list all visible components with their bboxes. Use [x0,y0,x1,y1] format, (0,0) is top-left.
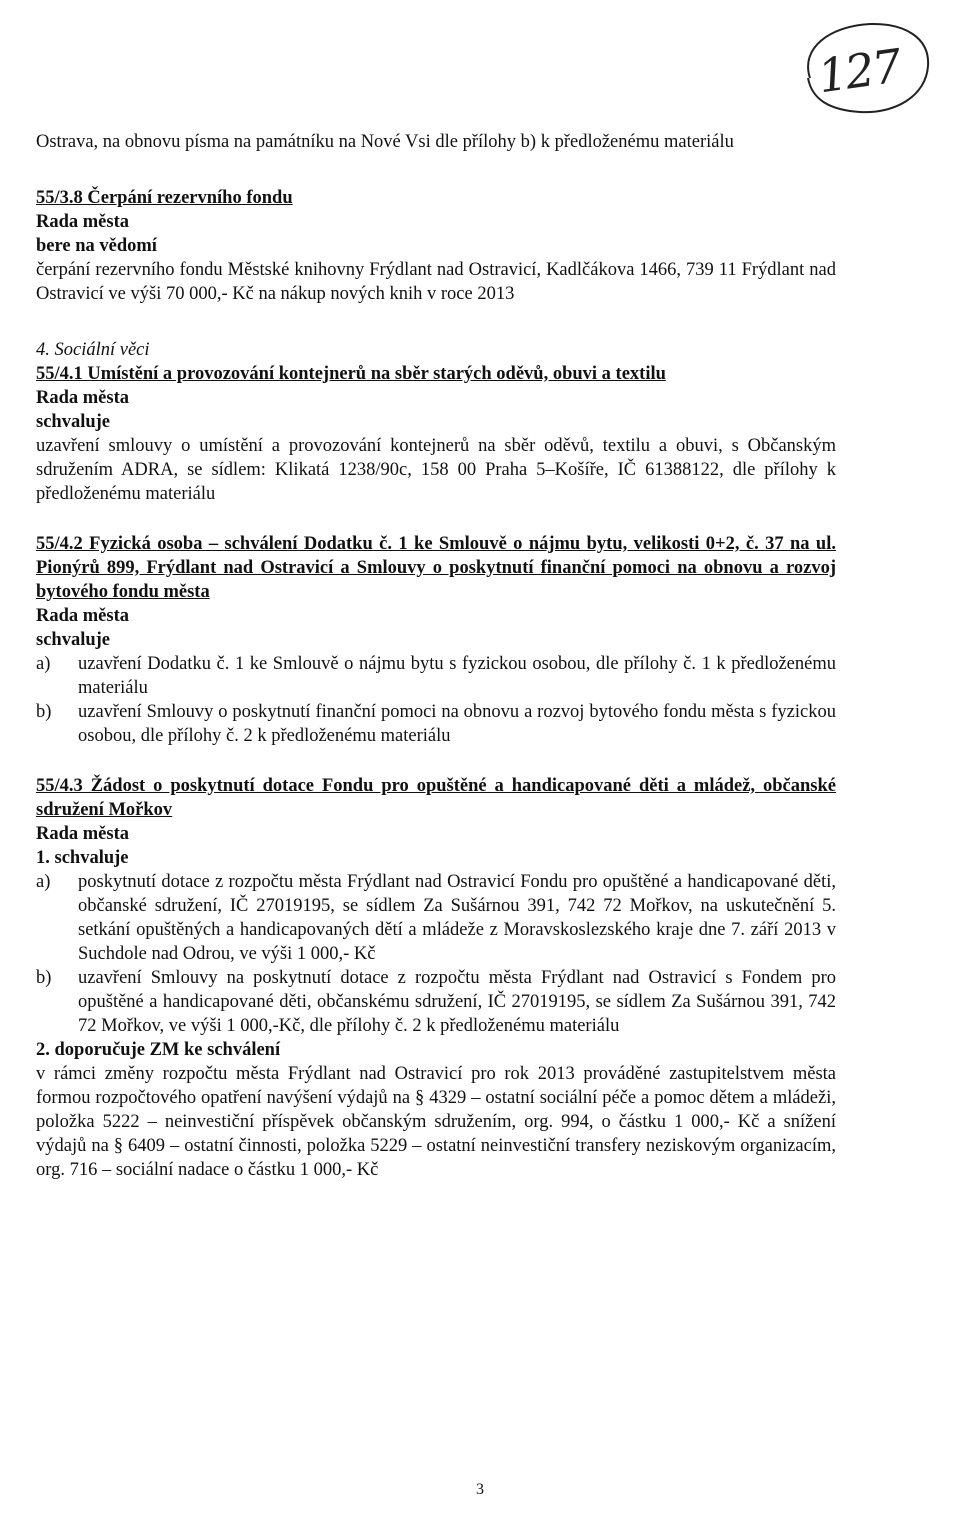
resolution-verb: schvaluje [36,412,110,432]
list-text: poskytnutí dotace z rozpočtu města Frýdlant nad Ostravicí Fondu pro opuštěné a handicapované děti, občanské sdružení, IČ 27019195, se sídlem Za Sušárnou 391, 742 72 Mořkov, na uskutečnění 5. setkání opuštěných a handicapovaných dětí a mládeže z Moravskoslezského kraje dne 7. září 2013 v Suchdole nad Odrou, ve výši 1 000,- Kč [78,872,836,964]
list-item [36,966,836,1038]
resolution-heading-55-4-2: 55/4.2 Fyzická osoba – schválení Dodatku č. 1 ke Smlouvě o nájmu bytu, velikosti 0+2, č. 37 na ul. Pionýrů 899, Frýdlant nad Ostravicí a Smlouvy o poskytnutí finanční pomoci na obnovu a rozvoj bytového fondu města [36,534,836,602]
list-marker: a) [36,872,51,892]
document-page [36,130,836,1182]
resolution-verb: 1. schvaluje [36,848,129,868]
resolution-verb: 2. doporučuje ZM ke schválení [36,1040,281,1060]
list-text: uzavření Smlouvy o poskytnutí finanční pomoci na obnovu a rozvoj bytového fondu města s fyzickou osobou, dle přílohy č. 2 k předloženému materiálu [78,702,836,746]
resolution-text: v rámci změny rozpočtu města Frýdlant nad Ostravicí pro rok 2013 prováděné zastupitelstvem města formou rozpočtového opatření navýšení výdajů na § 4329 – ostatní sociální péče a pomoc dětem a mládeži, položka 5222 – neinvestiční příspěvek občanským sdružením, org. 994, o částku 1 000,- Kč a snížení výdajů na § 6409 – ostatní činnosti, položka 5229 – ostatní neinvestiční transfery neziskovým organizacím, org. 716 – sociální nadace o částku 1 000,- Kč [36,1064,836,1180]
resolution-verb: bere na vědomí [36,236,157,256]
intro-paragraph: Ostrava, na obnovu písma na památníku na Nové Vsi dle přílohy b) k předloženému materiálu [36,132,734,152]
resolution-body: Rada města [36,212,130,232]
list-text: uzavření Smlouvy na poskytnutí dotace z rozpočtu města Frýdlant nad Ostravicí s Fondem pro opuštěné a handicapované děti, občanskému sdružení, IČ 27019195, se sídlem Za Sušárnou 391, 742 72 Mořkov, ve výši 1 000,-Kč, dle přílohy č. 2 k předloženému materiálu [78,968,836,1036]
resolution-heading-55-3-8: 55/3.8 Čerpání rezervního fondu [36,188,293,208]
list-marker: a) [36,654,51,674]
resolution-body: Rada města [36,606,130,626]
section-heading-social: 4. Sociální věci [36,340,150,360]
list-marker: b) [36,702,52,722]
resolution-verb: schvaluje [36,630,110,650]
list-text: uzavření Dodatku č. 1 ke Smlouvě o nájmu bytu s fyzickou osobou, dle přílohy č. 1 k předloženému materiálu [78,654,836,698]
resolution-body: Rada města [36,824,130,844]
list-marker: b) [36,968,52,988]
resolution-heading-55-4-1: 55/4.1 Umístění a provozování kontejnerů na sběr starých oděvů, obuvi a textilu [36,364,666,384]
stamp-number: 127 [814,38,904,104]
list-item [36,652,836,700]
resolution-text: čerpání rezervního fondu Městské knihovny Frýdlant nad Ostravicí, Kadlčákova 1466, 739 11 Frýdlant nad Ostravicí ve výši 70 000,- Kč na nákup nových knih v roce 2013 [36,260,836,304]
resolution-body: Rada města [36,388,130,408]
handwritten-stamp [790,18,940,118]
resolution-heading-55-4-3: 55/4.3 Žádost o poskytnutí dotace Fondu pro opuštěné a handicapované děti a mládež, občanské sdružení Mořkov [36,776,836,820]
resolution-text: uzavření smlouvy o umístění a provozování kontejnerů na sběr oděvů, textilu a obuvi, s Občanským sdružením ADRA, se sídlem: Klikatá 1238/90c, 158 00 Praha 5–Košíře, IČ 61388122, dle přílohy k předloženému materiálu [36,436,836,504]
list-item [36,700,836,748]
list-item [36,870,836,966]
page-number: 3 [476,1481,484,1498]
